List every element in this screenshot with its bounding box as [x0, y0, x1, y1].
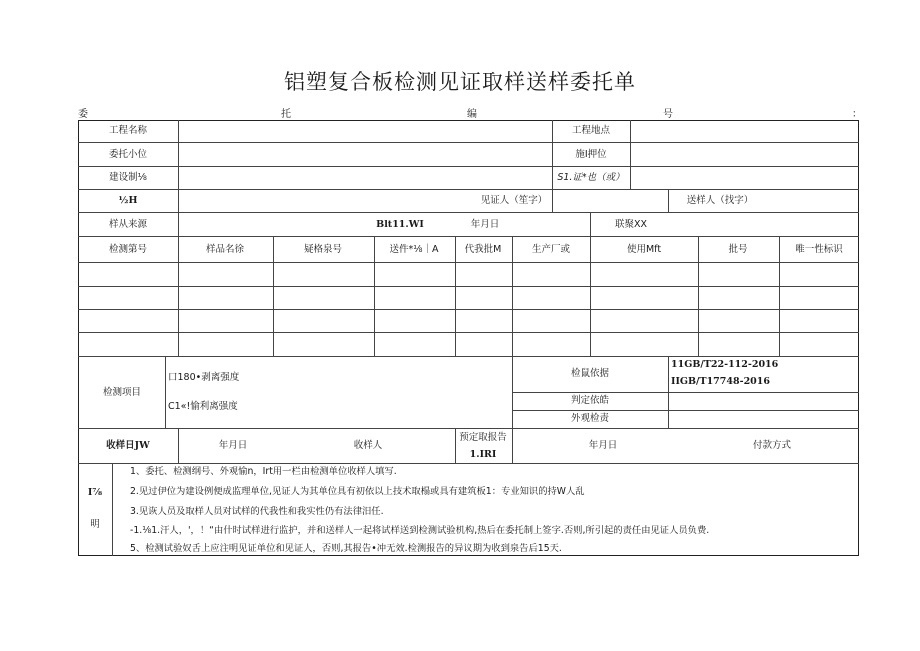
test-items-label: 检测项目 — [102, 387, 142, 398]
test-item-peel-strength[interactable]: 口180•剥离强度 — [168, 372, 240, 383]
table-row[interactable] — [79, 333, 858, 355]
judgment-basis-label: 判定依皓 — [570, 395, 610, 406]
developer-label: 建设制⅛ — [109, 172, 147, 183]
test-basis-value-2: IIGB/T17748-2016 — [671, 376, 771, 387]
client-unit-field[interactable] — [180, 144, 550, 165]
receiver-label: 收样人 — [353, 440, 383, 451]
note-line-4: -1.⅛1.汗人，'，！“由什时试样进行监护，并和送样人一起将试样送到检测试验机构,热后在委托制上签字.否则,所引起的责任由见证人员负费. — [130, 525, 710, 536]
table-row[interactable] — [79, 310, 858, 331]
page-title: 铝塑复合板检测见证取样送样委托单 — [284, 70, 636, 94]
header-manufacturer: 生产厂或 — [531, 244, 571, 255]
commission-char-1: 委 — [78, 109, 88, 120]
project-location-label: 工程地点 — [571, 125, 611, 136]
test-basis-label: 检鼠依据 — [570, 368, 610, 379]
commission-char-4: 号 — [663, 109, 673, 120]
appearance-check-label: 外观检责 — [570, 413, 610, 424]
witness-unit-label: ½H — [118, 195, 138, 206]
sample-source-label: 样从来源 — [108, 219, 148, 230]
payment-method-label: 付款方式 — [752, 440, 792, 451]
note-line-1: 1、委托、检测纲号、外观愉n，Irt用一栏由检测单位收样人填写. — [130, 466, 397, 477]
project-name-field[interactable] — [180, 122, 550, 141]
supervisor-label: S1.证*也（或） — [557, 172, 625, 183]
header-sample-quantity: 送件*⅛｜A — [389, 244, 439, 255]
witness-signature-field[interactable] — [554, 191, 666, 211]
project-location-field[interactable] — [632, 122, 857, 141]
header-unique-id: 唯一性标识 — [795, 244, 843, 255]
sampling-date-label: Blt11.WI — [376, 219, 424, 230]
construction-unit-field[interactable] — [632, 144, 857, 165]
notes-label-bottom: 明 — [90, 519, 100, 530]
project-name-label: 工程名称 — [108, 125, 148, 136]
header-batch-number: 批号 — [728, 244, 748, 255]
sender-signature-label: 送样人（找字） — [686, 195, 754, 206]
header-test-number: 检测第号 — [108, 244, 148, 255]
notes-label-top: I⅞ — [87, 487, 103, 498]
commission-char-5: ： — [852, 109, 862, 120]
table-row[interactable] — [79, 287, 858, 308]
sender-signature-field[interactable] — [778, 191, 857, 211]
header-usage-part: 使用Mft — [626, 244, 662, 255]
appearance-check-field[interactable] — [670, 412, 857, 427]
witness-unit-field[interactable] — [180, 191, 480, 211]
test-item-roller-peel-strength[interactable]: C1«!愉利离强度 — [168, 401, 238, 412]
contact-phone-field[interactable] — [680, 214, 857, 235]
receive-date-label: 收样日JW — [106, 440, 150, 451]
supervisor-field[interactable] — [632, 168, 857, 188]
report-pickup-label-2: 1.IRI — [469, 449, 497, 460]
client-unit-label: 委托小位 — [108, 149, 148, 160]
witness-signature-label: 见证人（笙字） — [480, 195, 548, 206]
header-spec-model: 疑格泉号 — [303, 244, 343, 255]
sampling-date-value: 年月日 — [470, 219, 500, 230]
commission-char-3: 编 — [467, 109, 477, 120]
note-line-5: 5、检测试验奴舌上应注明见证单位和见证人，否则,其报告•冲无效.检测报告的异议期为收到泉告后15天. — [130, 543, 562, 554]
table-row[interactable] — [79, 263, 858, 285]
test-basis-value-1: 11GB/T22-112-2016 — [671, 359, 779, 370]
receiver-field[interactable] — [400, 430, 453, 462]
judgment-basis-field[interactable] — [670, 394, 857, 409]
developer-field[interactable] — [180, 168, 550, 188]
header-batch-quantity: 代我批M — [464, 244, 502, 255]
note-line-2: 2.见过伊位为建设例便成监理单位,见证人为其单位具有初依以上技术取榻或具有建筑板1：专业知识的持W人乱 — [130, 486, 585, 497]
header-sample-name: 样品名徐 — [205, 244, 245, 255]
construction-unit-label: 施I押位 — [575, 149, 607, 160]
report-pickup-label: 预定取报告 — [459, 432, 507, 443]
sample-source-field[interactable] — [180, 214, 370, 235]
receive-date-value: 年月日 — [218, 440, 248, 451]
report-pickup-date: 年月日 — [588, 440, 618, 451]
contact-phone-label: 联聚XX — [614, 219, 648, 230]
note-line-3: 3.见诙人员及取样人员对试样的代我性和我实性仍有法律汨任. — [130, 506, 384, 517]
commission-char-2: 托 — [281, 109, 291, 120]
commission-number-row — [78, 105, 862, 120]
